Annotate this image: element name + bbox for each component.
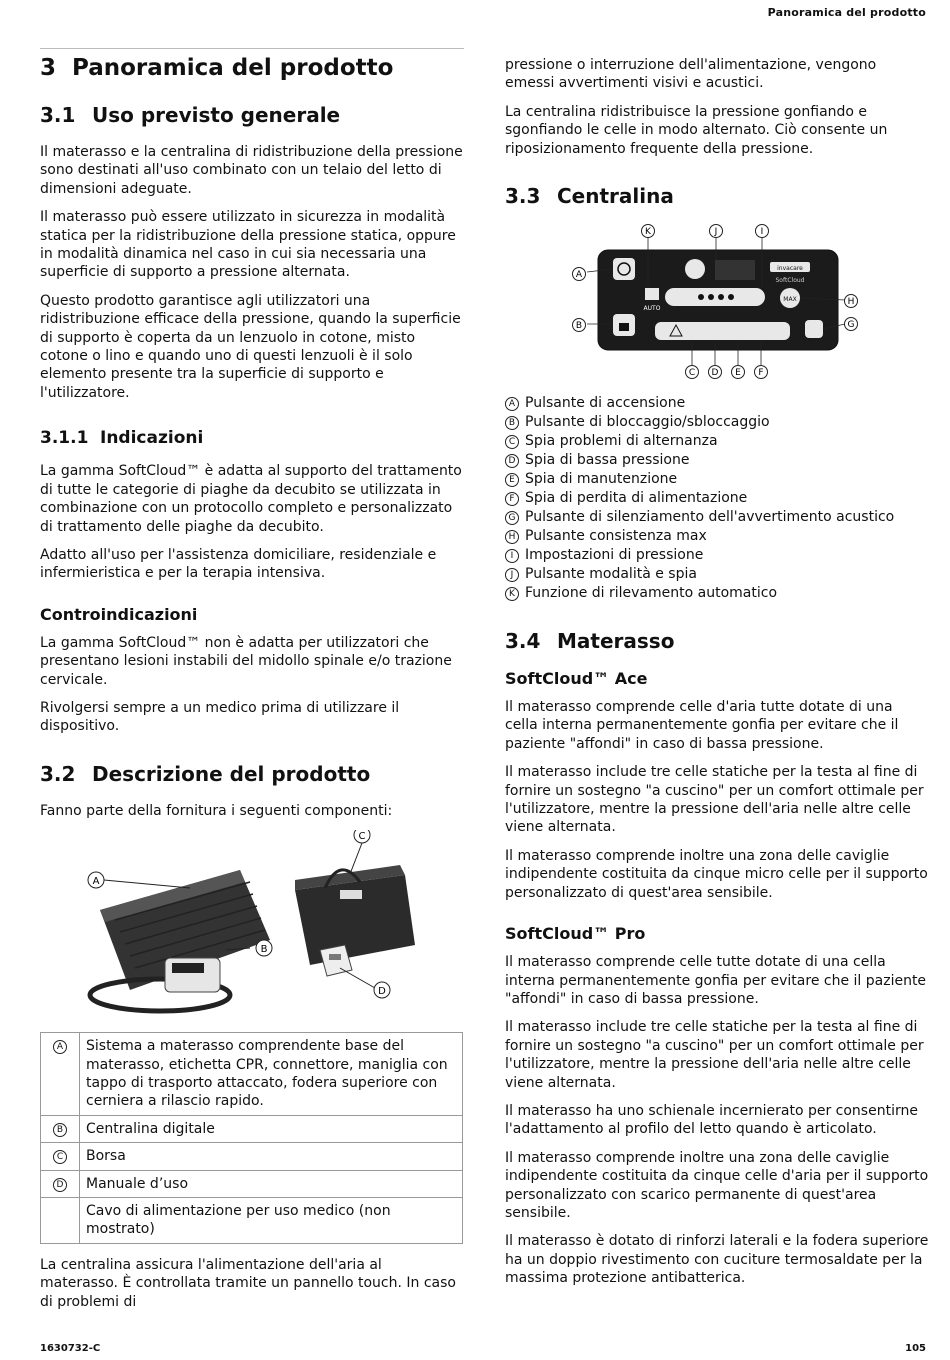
alarm-indicators-icon: [655, 322, 790, 340]
running-header: Panoramica del prodotto: [767, 6, 926, 19]
table-cell: Cavo di alimentazione per uso medico (non mostrato): [80, 1198, 463, 1244]
paragraph: Il materasso ha uno schienale incernierato per consentirne l'adattamento al profilo del letto quando è articolato.: [505, 1102, 918, 1138]
figure-callout-a: [88, 872, 104, 888]
callout-f: [755, 366, 768, 379]
display-leds: [715, 260, 755, 280]
paragraph: Fanno parte della fornitura i seguenti componenti:: [40, 802, 393, 819]
svg-text:F: F: [758, 368, 764, 379]
paragraph: Il materasso comprende inoltre una zona delle caviglie indipendente costituita da cinque micro celle per il supporto personalizzato di quest'area sensibile.: [505, 847, 928, 901]
lock-button-icon: [613, 314, 635, 336]
legend-item: I Impostazioni di pressione: [505, 546, 929, 565]
section-3-4-heading: 3.4 Materasso: [505, 629, 675, 654]
svg-text:A: A: [92, 876, 100, 888]
figure-callout-c: [354, 830, 370, 843]
callout-c: [686, 366, 699, 379]
paragraph: Il materasso include tre celle statiche per la testa al fine di fornire un sostegno "a cuscino" per un comfort ottimale per l'utilizzatore, mentre la pressione dell'aria nelle altre celle viene alternata.: [505, 764, 924, 836]
callout-b: [573, 319, 586, 332]
legend-item: K Funzione di rilevamento automatico: [505, 584, 929, 603]
components-table: [40, 1032, 463, 1244]
table-row: [41, 1143, 463, 1170]
page-number: 105: [905, 1343, 926, 1354]
control-panel-figure: [505, 224, 929, 388]
paragraph: Il materasso comprende inoltre una zona delle caviglie indipendente costituita da cinque celle d'aria per il supporto personalizzato con scarico permanente di quest'area sensibile.: [505, 1149, 929, 1221]
paragraph: pressione o interruzione dell'alimentazione, vengono emessi avvertimenti visivi e acustici.: [505, 57, 877, 92]
paragraph: Il materasso può essere utilizzato in sicurezza in modalità statica per la ridistribuzione della pressione statica, oppure in modalità dinamica nel caso in cui sia necessaria una superficie di supporto a pressione alternata.: [40, 209, 456, 281]
svg-text:B: B: [575, 321, 583, 332]
callout-e: [732, 366, 745, 379]
legend-item: D Spia di bassa pressione: [505, 451, 929, 470]
svg-text:AUTO: AUTO: [643, 305, 661, 313]
callout-h: [845, 295, 858, 308]
paragraph: La gamma SoftCloud™ è adatta al supporto del trattamento di tutte le categorie di piaghe da decubito se utilizzata in combinazione con un protocollo completo e personalizzato di trattamento delle piaghe da decubito.: [40, 463, 462, 535]
key-label: D: [53, 1178, 67, 1192]
figure-callout-b: [256, 940, 272, 956]
section-3-2-heading: 3.2 Descrizione del prodotto: [40, 761, 371, 786]
key-label: A: [53, 1040, 67, 1054]
svg-text:MAX: MAX: [783, 296, 797, 304]
control-panel-legend: [505, 394, 929, 603]
auto-button-icon: [644, 288, 661, 312]
power-button-icon: [613, 258, 635, 280]
legend-item: F Spia di perdita di alimentazione: [505, 489, 929, 508]
callout-j: [710, 225, 723, 238]
svg-text:A: A: [575, 270, 583, 281]
empty-key-cell: [41, 1198, 80, 1244]
product-components-figure: [40, 830, 464, 1024]
legend-item: G Pulsante di silenziamento dell'avvertimento acustico: [505, 508, 929, 527]
legend-item: H Pulsante consistenza max: [505, 527, 929, 546]
control-panel-illustration: [505, 224, 929, 384]
svg-text:C: C: [688, 368, 696, 379]
callout-k: [642, 225, 655, 238]
callout-i: [756, 225, 769, 238]
table-cell: Manuale d’uso: [80, 1170, 463, 1197]
paragraph: Il materasso comprende celle tutte dotate di una cella interna permanentemente gonfia per evitare che il paziente "affondi" in caso di bassa pressione.: [505, 954, 927, 1007]
mode-button-icon: [685, 259, 705, 279]
section-3-1-heading: 3.1 Uso previsto generale: [40, 103, 341, 127]
left-column: [40, 48, 464, 1321]
pressure-settings-icon: [665, 288, 765, 306]
svg-text:I: I: [760, 227, 764, 238]
paragraph: La centralina ridistribuisce la pressione gonfiando e sgonfiando le celle in modo alternato. Ciò consente un riposizionamento frequente della pressione.: [505, 103, 888, 157]
product-illustration: [40, 830, 460, 1020]
paragraph: Adatto all'uso per l'assistenza domiciliare, residenziale e infermieristica e per la terapia intensiva.: [40, 546, 437, 582]
document-code: 1630732-C: [40, 1343, 101, 1354]
svg-text:G: G: [847, 320, 855, 331]
section-3-3-heading: 3.3 Centralina: [505, 184, 674, 209]
callout-d: [709, 366, 722, 379]
svg-text:D: D: [378, 986, 386, 998]
svg-text:D: D: [711, 368, 719, 379]
svg-text:E: E: [735, 368, 741, 379]
table-row: [41, 1115, 463, 1142]
paragraph: Il materasso e la centralina di ridistribuzione della pressione sono destinati all'uso combinato con un telaio del letto di dimensioni adeguate.: [40, 144, 463, 197]
svg-text:C: C: [358, 831, 366, 843]
paragraph: Il materasso è dotato di rinforzi laterali e la fodera superiore ha un doppio rivestimento con cuciture termosaldate per la massima protezione antibatterica.: [505, 1233, 929, 1287]
table-row: [41, 1033, 463, 1116]
svg-text:J: J: [714, 227, 718, 238]
key-label: C: [53, 1150, 67, 1164]
softcloud-ace-heading: SoftCloud™ Ace: [505, 669, 648, 689]
legend-item: A Pulsante di accensione: [505, 394, 929, 413]
svg-text:SoftCloud: SoftCloud: [775, 277, 805, 285]
legend-item: E Spia di manutenzione: [505, 470, 929, 489]
table-cell: Centralina digitale: [80, 1115, 463, 1142]
legend-item: C Spia problemi di alternanza: [505, 432, 929, 451]
bag-image: [295, 865, 415, 965]
svg-text:H: H: [847, 297, 855, 308]
right-column: [505, 56, 929, 1298]
paragraph: Il materasso comprende celle d'aria tutte dotate di una cella interna permanentemente gonfia per evitare che il paziente "affondi" in caso di bassa pressione.: [505, 699, 899, 752]
paragraph: La centralina assicura l'alimentazione dell'aria al materasso. È controllata tramite un pannello touch. In caso di problemi di: [40, 1256, 456, 1310]
key-label: B: [53, 1123, 67, 1137]
mute-button-icon: [805, 320, 823, 338]
paragraph: Rivolgersi sempre a un medico prima di utilizzare il dispositivo.: [40, 699, 400, 735]
table-cell: Sistema a materasso comprendente base del materasso, etichetta CPR, connettore, maniglia con tappo di trasporto attaccato, fodera superiore con cerniera a rilascio rapido.: [80, 1033, 463, 1116]
svg-text:invacare: invacare: [777, 265, 803, 273]
paragraph: Questo prodotto garantisce agli utilizzatori una ridistribuzione efficace della pressione, quando la superficie di supporto è coperta da un lenzuolo in cotone, misto cotone o lino e quando uno di questi lenzuoli è il solo elemento presente tra la superficie di supporto e l'utilizzatore.: [40, 292, 461, 401]
legend-item: J Pulsante modalità e spia: [505, 565, 929, 584]
section-3-1-1-heading: 3.1.1 Indicazioni: [40, 428, 204, 449]
max-button-icon: [780, 288, 800, 308]
controller-image: [165, 958, 220, 992]
contraindications-heading: Controindicazioni: [40, 604, 198, 624]
callout-g: [845, 318, 858, 331]
section-3-heading: 3 Panoramica del prodotto: [40, 48, 464, 81]
svg-text:B: B: [260, 944, 268, 956]
table-row: [41, 1170, 463, 1197]
table-cell: Borsa: [80, 1143, 463, 1170]
callout-a: [573, 268, 586, 281]
softcloud-pro-heading: SoftCloud™ Pro: [505, 924, 646, 944]
svg-text:K: K: [645, 227, 651, 238]
legend-item: B Pulsante di bloccaggio/sbloccaggio: [505, 413, 929, 432]
figure-callout-d: [374, 982, 390, 998]
paragraph: La gamma SoftCloud™ non è adatta per utilizzatori che presentano lesioni instabili del midollo spinale e/o trazione cervicale.: [40, 634, 452, 688]
paragraph: Il materasso include tre celle statiche per la testa al fine di fornire un sostegno "a cuscino" per un comfort ottimale per l'utilizzatore, mentre la pressione dell'aria nelle altre celle viene alternata.: [505, 1019, 924, 1091]
table-row: [41, 1198, 463, 1244]
